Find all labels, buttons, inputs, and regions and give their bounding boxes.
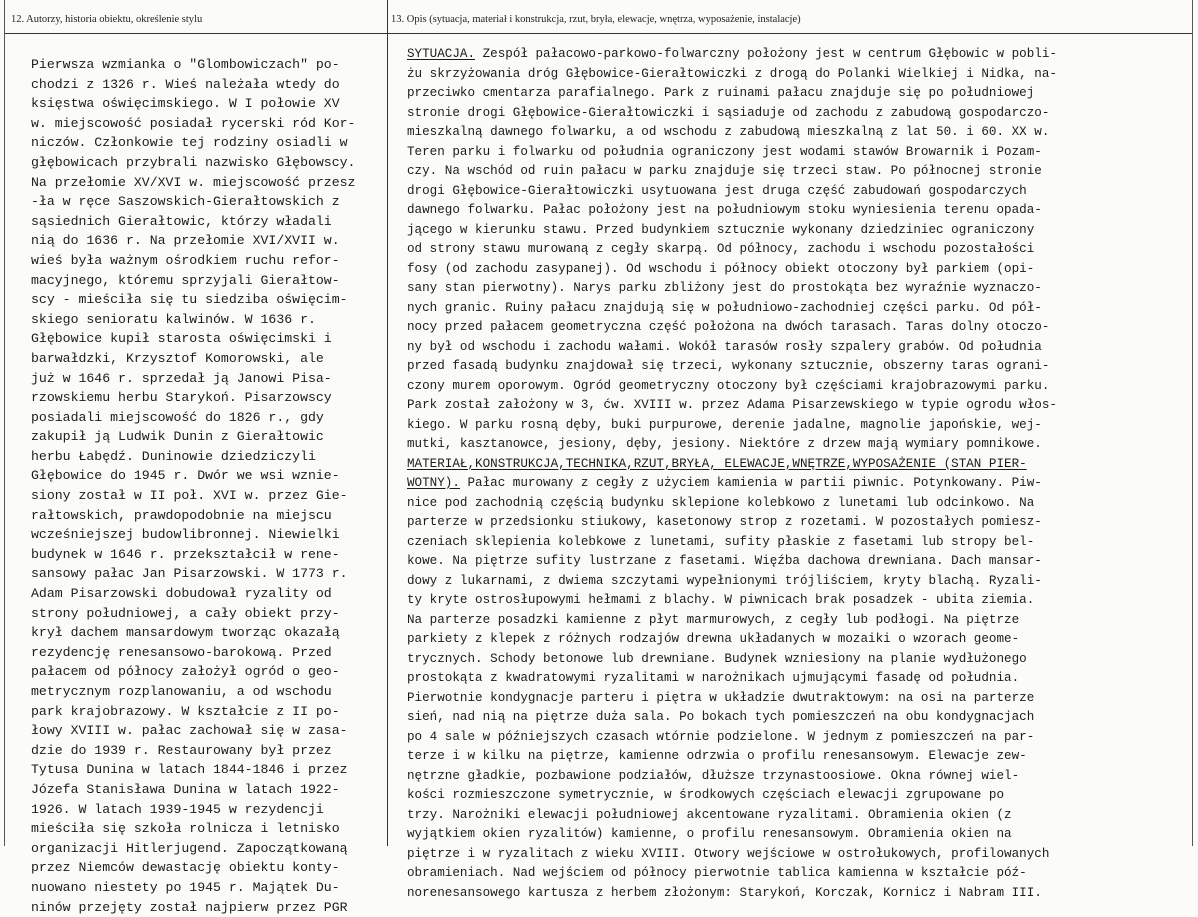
underlined-heading: MATERIAŁ,KONSTRUKCJA,TECHNIKA,RZUT,BRYŁA, ELEWACJE,WNĘTRZE,WYPOSAŻENIE (STAN PIER-: [407, 456, 1027, 471]
text-segment: od strony stawu murowaną z cegły skarpą. Od północy, zachodu i wschodu pozostałości: [407, 242, 1035, 256]
text-segment: parterze w przedsionku stiukowy, kasetonowy strop z rozetami. W pozostałych pomiesz-: [407, 515, 1042, 529]
text-line: przez Niemców dewastację obiektu konty-: [31, 860, 340, 876]
text-line: scy - mieściła się tu siedziba oświęcim-: [31, 292, 348, 308]
text-line: [407, 162, 1057, 182]
text-line: [407, 377, 1057, 397]
text-segment: mieszkalną dawnego folwarku, a od wschodu z zabudową mieszkalną z lat 50. i 60. XX w.: [407, 125, 1050, 139]
text-line: Józefa Stanisława Dunina w latach 1922-: [31, 781, 340, 797]
text-line: chodzi z 1326 r. Wieś należała wtedy do: [31, 76, 340, 92]
text-line: Głębowice kupił starosta oświęcimski i: [31, 331, 332, 347]
text-line: głębowicach przybrali nazwisko Głębowscy.: [31, 154, 356, 170]
text-line: [407, 884, 1057, 904]
text-line: [407, 630, 1057, 650]
text-segment: ty kryte ostrosłupowymi hełmami z blachy. W piwnicach brak posadzek - ubita ziemia.: [407, 593, 1035, 607]
section-12-header: 12. Autorzy, historia obiektu, określenie stylu: [11, 14, 203, 25]
section-12-body: [31, 55, 355, 917]
text-line: Na przełomie XV/XVI w. miejscowość przesz: [31, 174, 356, 190]
text-segment: drogi Głębowice-Gierałtowiczki usytuowana jest druga część zabudowań gospodarczych: [407, 183, 1027, 198]
text-line: [407, 747, 1057, 767]
underlined-heading: SYTUACJA.: [407, 47, 476, 61]
text-line: [407, 494, 1057, 514]
text-line: [407, 611, 1057, 631]
text-line: Głębowice do 1945 r. Dwór we wsi wznie-: [31, 468, 340, 484]
section-12-history: [4, 0, 388, 915]
text-line: rzowskiemu herbu Starykoń. Pisarzowscy: [31, 390, 332, 406]
text-segment: Na parterze posadzki kamienne z płyt marmurowych, z cegły lub podłogi. Na piętrze: [407, 612, 1020, 627]
text-line: [407, 104, 1057, 124]
text-line: Adam Pisarzowski dobudował ryzality od: [31, 586, 332, 602]
text-line: ninów przejęty został najpierw przez PGR: [31, 899, 348, 915]
header-divider: [5, 33, 387, 34]
text-segment: norenesansowego kartusza z herbem złożonym: Starykoń, Korczak, Kornicz i Nabram III.: [407, 885, 1042, 900]
text-line: -ła w ręce Saszowskich-Gierałtowskich z: [31, 194, 340, 210]
text-line: [407, 357, 1057, 377]
text-segment: Teren parku i folwarku od południa ograniczony jest wodami stawów Browarnik i Pozam-: [407, 144, 1042, 159]
text-line: [407, 845, 1057, 865]
text-line: [407, 572, 1057, 592]
text-segment: terze i w kilku na piętrze, kamienne odrzwia o profilu renesansowym. Elewacje zew-: [407, 749, 1027, 763]
text-segment: czony murem oporowym. Ogród geometryczny otoczony był częściami krajobrazowymi parku.: [407, 378, 1050, 393]
text-line: [407, 279, 1057, 299]
text-segment: dowy z lukarnami, z dwiema szczytami wypełnionymi trójliściem, kryty blachą. Ryzali-: [407, 573, 1042, 588]
text-line: herbu Łabędź. Duninowie dziedziczyli: [31, 448, 316, 464]
text-segment: sień, nad nią na piętrze duża sala. Po bokach tych pomieszczeń na obu kondygnacjach: [407, 710, 1035, 724]
text-line: posiadali miejscowość do 1826 r., gdy: [31, 409, 324, 425]
text-line: sąsiednich Gierałtowic, którzy władali: [31, 213, 332, 229]
text-line: [407, 416, 1057, 436]
text-line: niczów. Członkowie tej rodziny osiadli w: [31, 135, 348, 151]
text-line: [407, 864, 1057, 884]
text-segment: Park został założony w 3, ćw. XVIII w. przez Adama Pisarzewskiego w typie ogrodu włos-: [407, 398, 1057, 412]
text-line: Tytusa Dunina w latach 1844-1846 i przez: [31, 762, 348, 778]
text-line: w. miejscowość posiadał rycerski ród Kor-: [31, 115, 356, 131]
text-line: nią do 1636 r. Na przełomie XVI/XVII w.: [31, 233, 340, 249]
text-segment: fosy (od zachodu zasypanej). Od wschodu i północy obiekt otoczony był parkiem (opi-: [407, 261, 1035, 276]
text-segment: sany stan pierwotny). Narys parku zbliżony jest do prostokąta bez wyraźnie wyznaczo-: [407, 281, 1042, 295]
text-segment: po 4 sale w późniejszych czasach wtórnie podzielone. W jednym z pomieszczeń na par-: [407, 729, 1035, 744]
text-line: [407, 825, 1057, 845]
text-line: [407, 45, 1057, 65]
text-line: [407, 708, 1057, 728]
text-line: rałtowskich, prawdopodobnie na miejscu: [31, 507, 332, 523]
text-segment: jącego w kierunku stawu. Przed budynkiem sztucznie wykonany dziedziniec ograniczony: [407, 222, 1035, 237]
text-segment: przeciwko cmentarza parafialnego. Park z ruinami pałacu znajduje się po południowej: [407, 86, 1035, 100]
text-line: [407, 533, 1057, 553]
text-line: [407, 455, 1057, 475]
text-line: [407, 767, 1057, 787]
text-segment: mutki, kasztanowce, jesiony, dęby, jesiony. Niektóre z drzew mają wymiary pomnikowe.: [407, 437, 1042, 451]
text-line: siony został w II poł. XVI w. przez Gie-: [31, 488, 348, 504]
text-line: [407, 143, 1057, 163]
text-line: nuowano niestety po 1945 r. Majątek Du-: [31, 879, 340, 895]
text-line: park krajobrazowy. W kształcie z II po-: [31, 703, 340, 719]
text-segment: piętrze i w ryzalitach z wieku XVIII. Otwory wejściowe w ostrołukowych, profilowanych: [407, 846, 1050, 861]
text-line: [407, 474, 1057, 494]
text-line: [407, 260, 1057, 280]
text-line: pałacem od północy założył ogród o geo-: [31, 664, 340, 680]
text-segment: nice pod zachodnią częścią budynku sklepione kolebkowo z lunetami lub odcinkowo. Na: [407, 495, 1035, 510]
text-line: [407, 689, 1057, 709]
text-line: [407, 123, 1057, 143]
header-divider: [387, 33, 1192, 34]
text-line: [407, 201, 1057, 221]
text-segment: trycznych. Schody betonowe lub drewniane. Budynek wzniesiony na planie wydłużonego: [407, 651, 1027, 666]
text-line: [407, 728, 1057, 748]
text-line: [407, 182, 1057, 202]
text-segment: czeniach sklepienia kolebkowe z lunetami, sufity płaskie z fasetami lub stropy bel-: [407, 534, 1035, 549]
text-segment: prostokąta z kwadratowymi ryzalitami w narożnikach ujmującymi fasadę od południa.: [407, 671, 1020, 685]
text-segment: nocy przed pałacem geometryczna część położona na dwóch tarasach. Taras dolny otoczo-: [407, 320, 1050, 334]
text-segment: ny był od wschodu i zachodu wałami. Wokół tarasów rosły szpalery grabów. Od południa: [407, 339, 1042, 354]
text-segment: nętrzne gładkie, pozbawione podziałów, dłuższe trzynastoosiowe. Okna równej wiel-: [407, 768, 1020, 783]
text-segment: trzy. Narożniki elewacji południowej akcentowane ryzalitami. Obramienia okien (z: [407, 807, 1012, 822]
text-line: [407, 318, 1057, 338]
text-segment: wyjątkiem okien ryzalitów) kamienne, o profilu renesansowym. Obramienia okien na: [407, 827, 1012, 841]
text-line: wcześniejszej budowlibronnej. Niewielki: [31, 527, 340, 543]
text-segment: kiego. W parku rosną dęby, buki purpurowe, derenie jadalne, magnolie japońskie, wej-: [407, 417, 1042, 432]
text-line: zakupił ją Ludwik Dunin z Gierałtowic: [31, 429, 324, 445]
text-segment: parkiety z klepek z różnych rodzajów drewna układanych w mozaiki o wzorach geome-: [407, 632, 1020, 646]
text-segment: dawnego folwarku. Pałac położony jest na południowym stoku wyniesienia terenu opada-: [407, 203, 1042, 217]
text-line: barwałdzki, Krzysztof Komorowski, ale: [31, 350, 324, 366]
text-segment: stronie drogi Głębowice-Gierałtowiczki i sąsiaduje od zachodu z zabudową gospodarczo-: [407, 105, 1050, 120]
text-segment: Pałac murowany z cegły z użyciem kamienia w partii piwnic. Potynkowany. Piw-: [459, 476, 1042, 490]
text-line: krył dachem mansardowym tworząc okazałą: [31, 625, 340, 641]
text-line: [407, 338, 1057, 358]
text-segment: Pierwotnie kondygnacje parteru i piętra w układzie dwutraktowym: na osi na parterze: [407, 690, 1035, 705]
text-line: rezydencję renesansowo-barokową. Przed: [31, 644, 332, 660]
text-line: [407, 786, 1057, 806]
text-line: [407, 221, 1057, 241]
text-segment: żu skrzyżowania dróg Głębowice-Gierałtowiczki z drogą do Polanki Wielkiej i Nidka, na-: [407, 66, 1057, 81]
text-line: łowy XVIII w. pałac zachował się w zasa-: [31, 723, 348, 739]
text-line: [407, 396, 1057, 416]
text-line: sansowy pałac Jan Pisarzowski. W 1773 r.: [31, 566, 348, 582]
text-segment: czy. Na wschód od ruin pałacu w parku znajduje się trzeci staw. Po północnej stronie: [407, 164, 1042, 178]
text-line: [407, 650, 1057, 670]
text-line: [407, 669, 1057, 689]
text-line: [407, 806, 1057, 826]
text-line: wieś była ważnym ośrodkiem ruchu refor-: [31, 252, 340, 268]
text-line: [407, 240, 1057, 260]
text-line: [407, 84, 1057, 104]
text-line: skiego senioratu kalwinów. W 1636 r.: [31, 311, 316, 327]
text-segment: nych granic. Ruiny pałacu znajdują się w południowo-zachodniej części parku. Od pół-: [407, 300, 1042, 315]
text-segment: przed fasadą budynku znajdował się trzeci, wykonany sztucznie, obszerny taras ograni-: [407, 359, 1050, 373]
section-13-header: 13. Opis (sytuacja, materiał i konstrukcja, rzut, bryła, elewacje, wnętrza, wyposażenie, instalacje): [391, 14, 801, 25]
text-line: [407, 513, 1057, 533]
text-line: Pierwsza wzmianka o "Glombowiczach" po-: [31, 57, 340, 72]
text-line: strony południowej, a cały obiekt przy-: [31, 605, 340, 621]
text-line: [407, 552, 1057, 572]
text-segment: obramieniach. Nad wejściem od północy pierwotnie tablica kamienna w kształcie póź-: [407, 866, 1027, 880]
text-line: macyjnego, któremu sprzyjali Gierałtow-: [31, 272, 340, 288]
section-13-description: [387, 0, 1193, 900]
text-line: budynek w 1646 r. przekształcił w rene-: [31, 546, 340, 562]
underlined-heading: WOTNY).: [407, 476, 460, 490]
text-line: [407, 299, 1057, 319]
text-line: dzie do 1939 r. Restaurowany był przez: [31, 742, 332, 758]
text-line: metrycznym rozplanowaniu, a od wschodu: [31, 684, 332, 699]
text-line: organizacji Hitlerjugend. Zapoczątkowaną: [31, 840, 348, 856]
text-line: księstwa oświęcimskiego. W I połowie XV: [31, 96, 340, 112]
text-line: już w 1646 r. sprzedał ją Janowi Pisa-: [31, 370, 332, 386]
text-line: [407, 65, 1057, 85]
section-13-body: [407, 45, 1057, 903]
text-line: [407, 591, 1057, 611]
text-line: 1926. W latach 1939-1945 w rezydencji: [31, 801, 324, 817]
text-segment: kości rozmieszczone symetrycznie, w środkowych częściach elewacji zgrupowane po: [407, 788, 1005, 802]
text-segment: kowe. Na piętrze sufity lustrzane z fasetami. Więźba dachowa drewniana. Dach mansar-: [407, 554, 1042, 568]
text-line: mieściła się szkoła rolnicza i letnisko: [31, 821, 340, 837]
text-segment: Zespół pałacowo-parkowo-folwarczny położony jest w centrum Głębowic w pobli-: [475, 47, 1057, 61]
text-line: [407, 435, 1057, 455]
